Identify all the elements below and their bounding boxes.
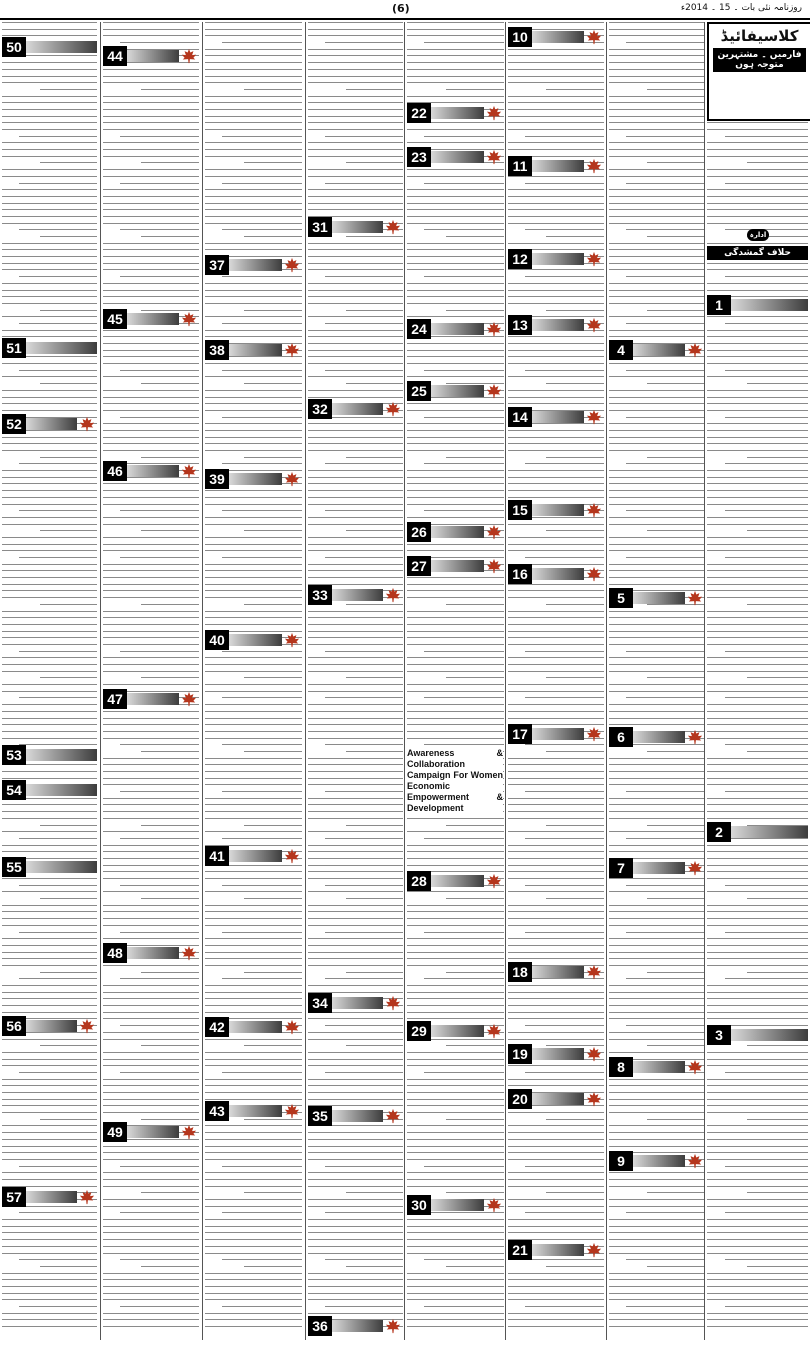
notice-number-badge xyxy=(308,399,403,419)
badge-gradient-bar xyxy=(532,253,584,265)
badge-gradient-bar xyxy=(731,826,808,838)
notice-number-badge xyxy=(2,780,97,800)
notice-number-badge xyxy=(508,249,604,269)
notice-number: 50 xyxy=(2,37,26,57)
maple-leaf-icon xyxy=(585,317,603,333)
badge-gradient-bar xyxy=(532,319,584,331)
lost-found-title: حلاف گمشدگی xyxy=(707,246,808,260)
maple-leaf-icon xyxy=(485,558,503,574)
column-divider xyxy=(404,22,405,1340)
text-column xyxy=(609,22,705,1340)
maple-leaf-icon xyxy=(384,401,402,417)
text-column xyxy=(2,22,97,1340)
badge-gradient-bar xyxy=(229,1105,282,1117)
maple-leaf-icon xyxy=(283,1103,301,1119)
notice-number: 14 xyxy=(508,407,532,427)
notice-number: 8 xyxy=(609,1057,633,1077)
notice-number-badge xyxy=(508,156,604,176)
notice-number: 25 xyxy=(407,381,431,401)
maple-leaf-icon xyxy=(485,105,503,121)
notice-number-badge xyxy=(508,962,604,982)
maple-leaf-icon xyxy=(585,1046,603,1062)
maple-leaf-icon xyxy=(180,463,198,479)
badge-gradient-bar xyxy=(332,589,383,601)
notice-number-badge xyxy=(103,461,199,481)
notice-number: 36 xyxy=(308,1316,332,1336)
notice-number: 40 xyxy=(205,630,229,650)
notice-number: 3 xyxy=(707,1025,731,1045)
notice-number: 27 xyxy=(407,556,431,576)
notice-number: 44 xyxy=(103,46,127,66)
badge-gradient-bar xyxy=(26,784,97,796)
notice-number: 46 xyxy=(103,461,127,481)
notice-number-badge xyxy=(407,1195,504,1215)
notice-number-badge xyxy=(2,414,97,434)
badge-gradient-bar xyxy=(127,465,179,477)
notice-number-badge xyxy=(508,315,604,335)
notice-number: 24 xyxy=(407,319,431,339)
notice-number: 53 xyxy=(2,745,26,765)
notice-number-badge xyxy=(103,1122,199,1142)
badge-gradient-bar xyxy=(532,1244,584,1256)
text-column xyxy=(407,22,504,1340)
badge-gradient-bar xyxy=(731,1029,808,1041)
badge-gradient-bar xyxy=(532,411,584,423)
maple-leaf-icon xyxy=(585,964,603,980)
notice-number-badge xyxy=(308,217,403,237)
badge-gradient-bar xyxy=(633,592,685,604)
badge-gradient-bar xyxy=(532,1048,584,1060)
notice-number-badge xyxy=(205,630,302,650)
notice-number-badge xyxy=(308,993,403,1013)
notice-number-badge xyxy=(508,27,604,47)
notice-number: 11 xyxy=(508,156,532,176)
badge-gradient-bar xyxy=(229,850,282,862)
maple-leaf-icon xyxy=(180,48,198,64)
notice-number-badge xyxy=(508,564,604,584)
notice-number: 57 xyxy=(2,1187,26,1207)
badge-gradient-bar xyxy=(633,862,685,874)
notice-number: 20 xyxy=(508,1089,532,1109)
notice-number: 6 xyxy=(609,727,633,747)
maple-leaf-icon xyxy=(180,945,198,961)
column-divider xyxy=(202,22,203,1340)
badge-gradient-bar xyxy=(431,151,484,163)
notice-number-badge xyxy=(205,1017,302,1037)
notice-number-badge xyxy=(508,1044,604,1064)
notice-number-badge xyxy=(2,37,97,57)
notice-number-badge xyxy=(407,522,504,542)
notice-number-badge xyxy=(707,822,808,842)
maple-leaf-icon xyxy=(585,1242,603,1258)
badge-gradient-bar xyxy=(26,1020,77,1032)
notice-number: 54 xyxy=(2,780,26,800)
badge-gradient-bar xyxy=(26,41,97,53)
badge-gradient-bar xyxy=(431,526,484,538)
notice-number-badge xyxy=(205,340,302,360)
badge-gradient-bar xyxy=(127,693,179,705)
notice-number-badge xyxy=(609,727,705,747)
maple-leaf-icon xyxy=(78,416,96,432)
maple-leaf-icon xyxy=(485,149,503,165)
notice-number-badge xyxy=(103,689,199,709)
notice-number: 5 xyxy=(609,588,633,608)
notice-number-badge xyxy=(407,556,504,576)
notice-number: 26 xyxy=(407,522,431,542)
notice-number: 23 xyxy=(407,147,431,167)
badge-gradient-bar xyxy=(127,947,179,959)
notice-number: 7 xyxy=(609,858,633,878)
notice-number: 21 xyxy=(508,1240,532,1260)
badge-gradient-bar xyxy=(332,403,383,415)
notice-number: 43 xyxy=(205,1101,229,1121)
maple-leaf-icon xyxy=(686,1059,704,1075)
notice-number: 28 xyxy=(407,871,431,891)
badge-gradient-bar xyxy=(332,1320,383,1332)
badge-gradient-bar xyxy=(731,299,808,311)
notice-number-badge xyxy=(2,1016,97,1036)
badge-gradient-bar xyxy=(532,160,584,172)
classified-header-box xyxy=(707,22,810,121)
notice-number-badge xyxy=(707,1025,808,1045)
maple-leaf-icon xyxy=(686,1153,704,1169)
notice-number: 17 xyxy=(508,724,532,744)
column-divider xyxy=(100,22,101,1340)
notice-number: 32 xyxy=(308,399,332,419)
maple-leaf-icon xyxy=(283,471,301,487)
badge-gradient-bar xyxy=(26,418,77,430)
notice-number-badge xyxy=(508,1240,604,1260)
notice-number: 15 xyxy=(508,500,532,520)
text-column xyxy=(103,22,199,1340)
notice-number: 52 xyxy=(2,414,26,434)
notice-number: 12 xyxy=(508,249,532,269)
idara-seal: ادارہ xyxy=(747,229,769,241)
maple-leaf-icon xyxy=(485,524,503,540)
maple-leaf-icon xyxy=(585,502,603,518)
notice-number: 2 xyxy=(707,822,731,842)
badge-gradient-bar xyxy=(26,749,97,761)
notice-number-badge xyxy=(103,309,199,329)
badge-gradient-bar xyxy=(229,473,282,485)
notice-number: 56 xyxy=(2,1016,26,1036)
column-divider xyxy=(606,22,607,1340)
notice-number: 34 xyxy=(308,993,332,1013)
badge-gradient-bar xyxy=(532,966,584,978)
maple-leaf-icon xyxy=(283,342,301,358)
badge-gradient-bar xyxy=(431,1025,484,1037)
notice-number-badge xyxy=(609,858,705,878)
badge-gradient-bar xyxy=(26,861,97,873)
notice-number-badge xyxy=(609,588,705,608)
notice-number: 1 xyxy=(707,295,731,315)
notice-number-badge xyxy=(2,857,97,877)
notice-number-badge xyxy=(609,1151,705,1171)
badge-gradient-bar xyxy=(532,568,584,580)
badge-gradient-bar xyxy=(633,1155,685,1167)
maple-leaf-icon xyxy=(180,691,198,707)
badge-gradient-bar xyxy=(229,259,282,271)
badge-gradient-bar xyxy=(332,1110,383,1122)
column-divider xyxy=(505,22,506,1340)
notice-number: 49 xyxy=(103,1122,127,1142)
classified-title: کلاسیفائیڈ xyxy=(720,27,799,45)
text-column xyxy=(707,22,808,1340)
notice-number: 4 xyxy=(609,340,633,360)
badge-gradient-bar xyxy=(431,1199,484,1211)
classified-subtitle: فارمیں ۔ مشتہرین متوجہ ہوں xyxy=(713,48,806,72)
badge-gradient-bar xyxy=(127,50,179,62)
notice-number: 29 xyxy=(407,1021,431,1041)
notice-number-badge xyxy=(609,1057,705,1077)
badge-gradient-bar xyxy=(431,385,484,397)
maple-leaf-icon xyxy=(78,1018,96,1034)
notice-number-badge xyxy=(205,255,302,275)
notice-number: 33 xyxy=(308,585,332,605)
notice-number: 45 xyxy=(103,309,127,329)
maple-leaf-icon xyxy=(283,257,301,273)
maple-leaf-icon xyxy=(686,729,704,745)
badge-gradient-bar xyxy=(431,875,484,887)
notice-number: 13 xyxy=(508,315,532,335)
notice-number: 51 xyxy=(2,338,26,358)
badge-gradient-bar xyxy=(532,504,584,516)
page-header xyxy=(0,0,810,20)
text-column xyxy=(205,22,302,1340)
badge-gradient-bar xyxy=(633,1061,685,1073)
notice-number: 19 xyxy=(508,1044,532,1064)
text-column xyxy=(508,22,604,1340)
badge-gradient-bar xyxy=(532,728,584,740)
notice-number: 9 xyxy=(609,1151,633,1171)
badge-gradient-bar xyxy=(26,1191,77,1203)
maple-leaf-icon xyxy=(485,1023,503,1039)
notice-number: 22 xyxy=(407,103,431,123)
maple-leaf-icon xyxy=(384,995,402,1011)
maple-leaf-icon xyxy=(283,848,301,864)
masthead: روزنامہ نئی بات ۔ 15 ۔ 2014ء xyxy=(680,3,802,13)
notice-number-badge xyxy=(609,340,705,360)
notice-number-badge xyxy=(2,1187,97,1207)
maple-leaf-icon xyxy=(585,409,603,425)
maple-leaf-icon xyxy=(585,1091,603,1107)
notice-number: 35 xyxy=(308,1106,332,1126)
notice-number-badge xyxy=(308,585,403,605)
notice-number-badge xyxy=(407,319,504,339)
badge-gradient-bar xyxy=(127,1126,179,1138)
notice-number-badge xyxy=(407,147,504,167)
notice-number: 37 xyxy=(205,255,229,275)
maple-leaf-icon xyxy=(384,587,402,603)
notice-number-badge xyxy=(2,745,97,765)
notice-number: 18 xyxy=(508,962,532,982)
maple-leaf-icon xyxy=(180,1124,198,1140)
notice-number-badge xyxy=(205,469,302,489)
maple-leaf-icon xyxy=(384,1318,402,1334)
notice-number: 41 xyxy=(205,846,229,866)
notice-number-badge xyxy=(205,1101,302,1121)
maple-leaf-icon xyxy=(585,566,603,582)
notice-number: 55 xyxy=(2,857,26,877)
badge-gradient-bar xyxy=(633,731,685,743)
notice-number: 47 xyxy=(103,689,127,709)
maple-leaf-icon xyxy=(180,311,198,327)
maple-leaf-icon xyxy=(585,251,603,267)
badge-gradient-bar xyxy=(229,344,282,356)
maple-leaf-icon xyxy=(585,29,603,45)
notice-number: 16 xyxy=(508,564,532,584)
badge-gradient-bar xyxy=(532,1093,584,1105)
notice-number-badge xyxy=(407,381,504,401)
notice-number-badge xyxy=(103,943,199,963)
maple-leaf-icon xyxy=(485,383,503,399)
maple-leaf-icon xyxy=(485,873,503,889)
english-campaign-note: Awareness & Collaboration Campaign For Women Economic Empowerment & Development xyxy=(407,748,503,813)
notice-number: 39 xyxy=(205,469,229,489)
notice-number: 10 xyxy=(508,27,532,47)
maple-leaf-icon xyxy=(485,1197,503,1213)
maple-leaf-icon xyxy=(283,632,301,648)
badge-gradient-bar xyxy=(431,560,484,572)
maple-leaf-icon xyxy=(686,342,704,358)
notice-number: 31 xyxy=(308,217,332,237)
notice-number: 30 xyxy=(407,1195,431,1215)
badge-gradient-bar xyxy=(26,342,97,354)
notice-number-badge xyxy=(103,46,199,66)
maple-leaf-icon xyxy=(384,1108,402,1124)
maple-leaf-icon xyxy=(686,590,704,606)
badge-gradient-bar xyxy=(229,1021,282,1033)
page-number: (6) xyxy=(392,2,410,15)
maple-leaf-icon xyxy=(283,1019,301,1035)
notice-number-badge xyxy=(407,103,504,123)
notice-number: 48 xyxy=(103,943,127,963)
badge-gradient-bar xyxy=(532,31,584,43)
maple-leaf-icon xyxy=(78,1189,96,1205)
badge-gradient-bar xyxy=(431,323,484,335)
badge-gradient-bar xyxy=(229,634,282,646)
maple-leaf-icon xyxy=(384,219,402,235)
maple-leaf-icon xyxy=(686,860,704,876)
notice-number-badge xyxy=(508,724,604,744)
notice-number-badge xyxy=(308,1316,403,1336)
maple-leaf-icon xyxy=(585,158,603,174)
notice-number: 42 xyxy=(205,1017,229,1037)
notice-number-badge xyxy=(2,338,97,358)
badge-gradient-bar xyxy=(633,344,685,356)
badge-gradient-bar xyxy=(127,313,179,325)
notice-number-badge xyxy=(407,1021,504,1041)
notice-number-badge xyxy=(707,295,808,315)
notice-number-badge xyxy=(508,500,604,520)
notice-number-badge xyxy=(508,1089,604,1109)
maple-leaf-icon xyxy=(485,321,503,337)
maple-leaf-icon xyxy=(585,726,603,742)
notice-number-badge xyxy=(205,846,302,866)
notice-number-badge xyxy=(308,1106,403,1126)
column-divider xyxy=(305,22,306,1340)
notice-number: 38 xyxy=(205,340,229,360)
notice-number-badge xyxy=(508,407,604,427)
notice-number-badge xyxy=(407,871,504,891)
badge-gradient-bar xyxy=(332,221,383,233)
column-divider xyxy=(704,22,705,1340)
badge-gradient-bar xyxy=(332,997,383,1009)
badge-gradient-bar xyxy=(431,107,484,119)
